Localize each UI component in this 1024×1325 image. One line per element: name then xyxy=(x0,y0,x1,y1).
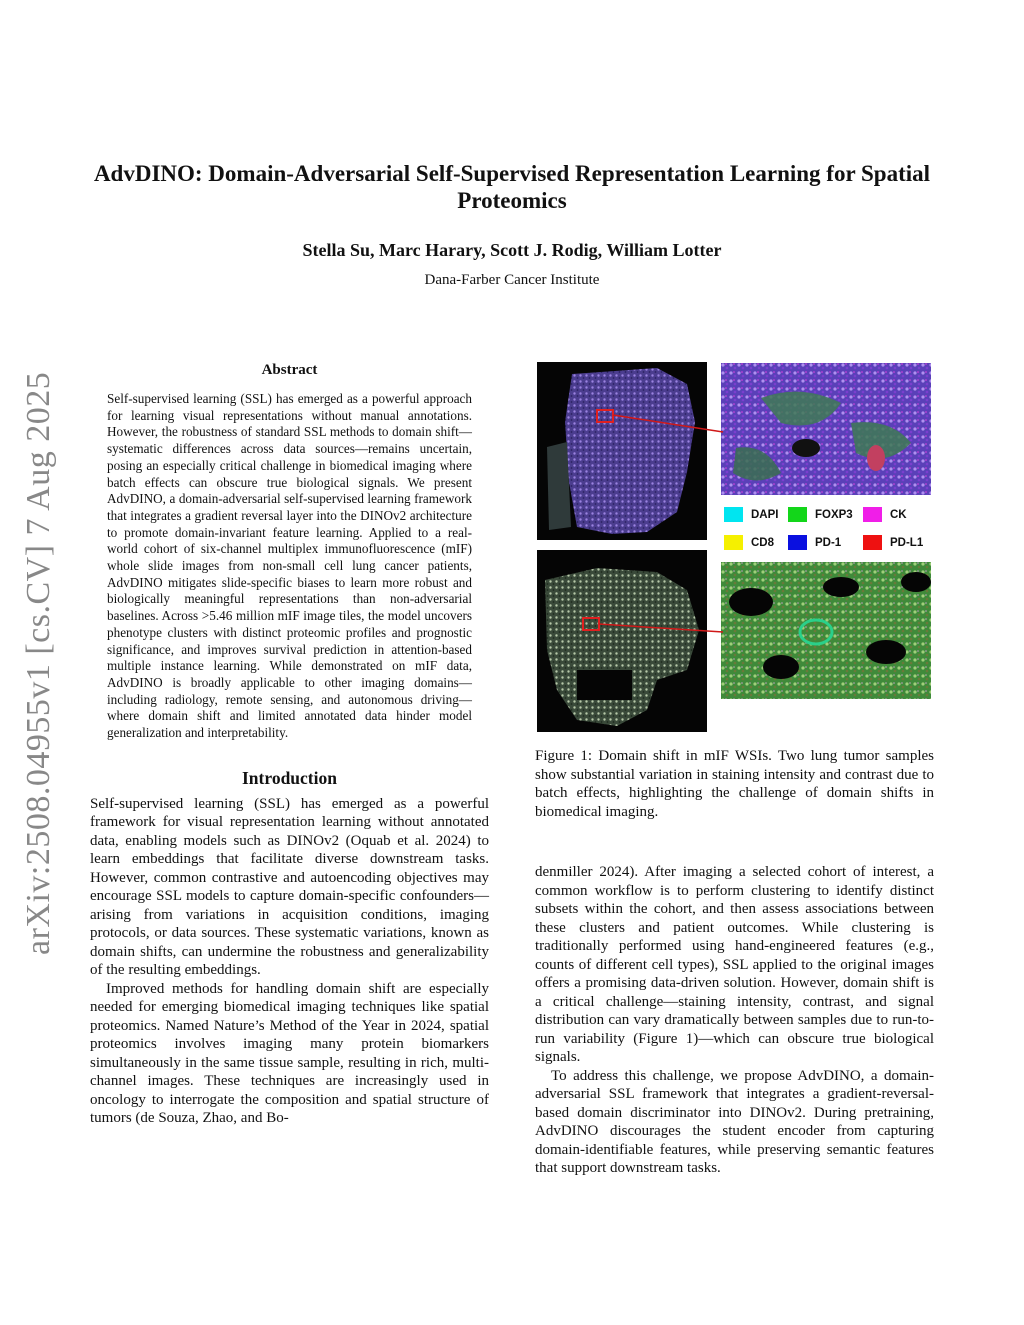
paper-affiliation: Dana-Farber Cancer Institute xyxy=(424,272,600,288)
legend-swatch xyxy=(724,535,743,550)
legend-item-pdl1 xyxy=(863,535,923,550)
channel-legend xyxy=(721,505,934,555)
legend-label: PD-1 xyxy=(815,536,842,549)
paper-authors: Stella Su, Marc Harary, Scott J. Rodig, William Lotter xyxy=(302,240,722,260)
arxiv-identifier: arXiv:2508.04955v1 [cs.CV] 7 Aug 2025 xyxy=(20,371,57,955)
figure-caption: Figure 1: Domain shift in mIF WSIs. Two lung tumor samples show substantial variation in staining intensity and contrast due to batch effects, highlighting the challenge of domain shifts in biomedical imaging. xyxy=(535,748,934,820)
introduction-heading: Introduction xyxy=(242,767,337,788)
legend-label: CD8 xyxy=(751,536,775,549)
right-column xyxy=(535,360,934,1178)
legend-swatch xyxy=(863,535,882,550)
right-paragraph-1: denmiller 2024). After imaging a selected cohort of interest, a common workflow is to perform clustering to identify distinct subsets within the cohort, and then assess associations between these clusters and patient outcomes. While clustering is traditionally performed using hand-engineered features (e.g., counts of different cell types), SSL applied to the original images offers a promising data-driven solution. However, domain shift is a critical challenge—staining intensity, contrast, and signal distribution can vary dramatically between samples due to run-to-run variability (Figure 1)—which can obscure true biological signals. xyxy=(535,864,934,1065)
intro-paragraph-1: Self-supervised learning (SSL) has emerged as a powerful framework for visual representation learning without annotated data, enabling models such as DINOv2 (Oquab et al. 2024) to learn embeddings that facilitate diverse downstream tasks. However, common contrastive and autoencoding objectives may encourage SSL models to capture domain-specific confounders—arising from variations in acquisition conditions, imaging protocols, or data sources. These systematic variations, known as domain shifts, can undermine the robustness and generalizability of the resulting embeddings. xyxy=(90,795,489,979)
legend-swatch xyxy=(863,507,882,522)
legend-item-ck xyxy=(863,507,907,522)
legend-label: PD-L1 xyxy=(890,536,924,549)
abstract-text: Self-supervised learning (SSL) has emerged as a powerful approach for learning visual representations without manual annotations. However, the robustness of standard SSL methods to domain shift—systematic differences across data sources—remains uncertain, posing an especially critical challenge in biomedical imaging where batch effects can obscure true biological signals. We present AdvDINO, a domain-adversarial self-supervised learning framework that integrates a gradient reversal layer into the DINOv2 architecture to promote domain-invariant feature learning. Applied to a real-world cohort of six-channel multiplex immunofluorescence (mIF) whole slide images from non-small cell lung cancer patients, AdvDINO mitigates slide-specific biases to learn more robust and biologically meaningful representations than non-adversarial baselines. Across >5.46 million mIF image tiles, the model uncovers phenotype clusters with distinct proteomic profiles and prognostic significance, and improves survival prediction in attention-based multiple instance learning. While demonstrated on mIF data, AdvDINO is broadly applicable to other imaging domains—including radiology, remote sensing, and autonomous driving—where domain shift and limited annotated data hinder model generalization and interpretability. xyxy=(107,391,472,741)
legend-label: FOXP3 xyxy=(815,508,853,521)
legend-swatch xyxy=(788,507,807,522)
zoom-image-bottom xyxy=(721,562,931,699)
wsi-image-bottom xyxy=(537,550,707,732)
intro-paragraph-2: Improved methods for handling domain shift are especially needed for emerging biomedical imaging techniques like spatial proteomics. Named Nature’s Method of the Year in 2024, spatial proteomics involves imaging many protein biomarkers simultaneously in the same tissue sample, resulting in rich, multi-channel images. These techniques are increasingly used in oncology to interrogate the composition and spatial structure of tumors (de Souza, Zhao, and Bo- xyxy=(90,980,489,1127)
wsi-image-top xyxy=(537,362,707,540)
figure-1 xyxy=(535,360,934,735)
legend-swatch xyxy=(788,535,807,550)
legend-item-dapi xyxy=(724,507,778,522)
right-paragraph-2: To address this challenge, we propose AdvDINO, a domain-adversarial SSL framework that integrates a gradient-reversal-based domain discriminator into DINOv2. During pretraining, AdvDINO discourages the student encoder from capturing domain-identifiable features, while preserving semantic features that support downstream tasks. xyxy=(535,1067,934,1176)
legend-swatch xyxy=(724,507,743,522)
zoom-image-top xyxy=(721,363,931,495)
paper-title: AdvDINO: Domain-Adversarial Self-Supervised Representation Learning for Spatial Proteomics xyxy=(93,161,931,213)
legend-item-pd1 xyxy=(788,535,841,550)
legend-item-cd8 xyxy=(724,535,774,550)
legend-label: CK xyxy=(890,508,907,521)
abstract-heading: Abstract xyxy=(261,362,318,378)
legend-label: DAPI xyxy=(751,508,779,521)
left-column xyxy=(90,362,489,1128)
legend-item-foxp3 xyxy=(788,507,853,522)
